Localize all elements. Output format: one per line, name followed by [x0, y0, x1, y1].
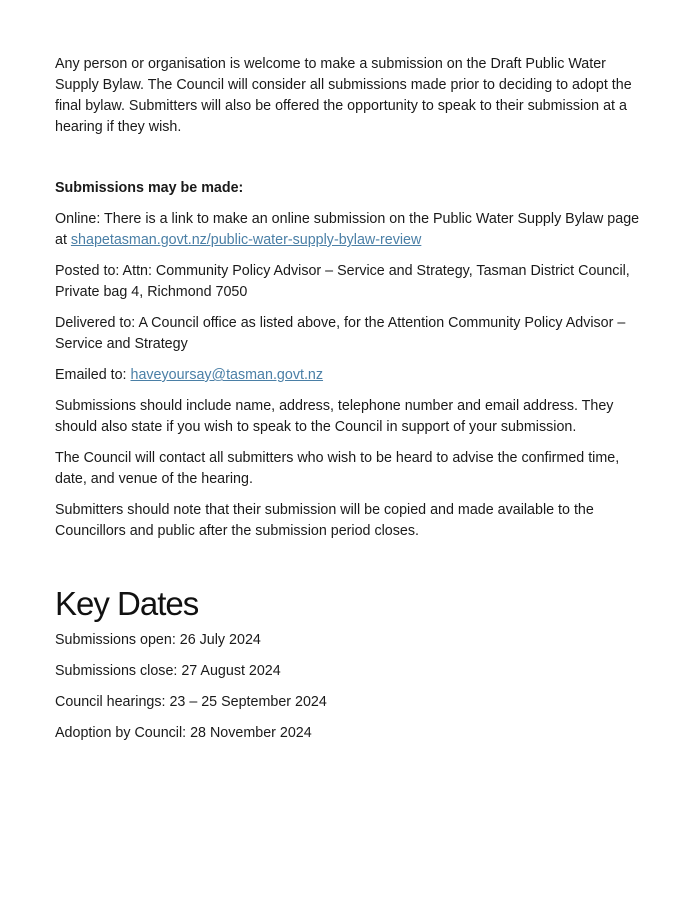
shape-tasman-link[interactable]: shapetasman.govt.nz/public-water-supply-bylaw-review — [70, 232, 422, 248]
key-date-item: Submissions open: 26 July 2024 — [55, 632, 261, 648]
email-link[interactable]: haveyoursay@tasman.govt.nz — [130, 367, 324, 383]
emailed-text: Emailed to: — [55, 367, 131, 383]
key-dates-heading: Key Dates — [55, 585, 199, 622]
delivered-paragraph: Delivered to: A Council office as listed above, for the Attention Community Policy Advisor – Service and Strategy — [55, 315, 626, 352]
posted-paragraph: Posted to: Attn: Community Policy Advisor – Service and Strategy, Tasman District Council, Private bag 4, Richmond 7050 — [55, 263, 630, 300]
online-paragraph — [55, 209, 645, 251]
online-text: Online: There is a link to make an online submission on the Public Water Supply Bylaw page at — [55, 211, 640, 248]
key-date-item: Adoption by Council: 28 November 2024 — [55, 725, 312, 741]
document-page — [55, 54, 645, 754]
section-spacer — [55, 552, 645, 584]
submissions-heading: Submissions may be made: — [55, 180, 244, 196]
emailed-paragraph — [55, 365, 645, 386]
intro-paragraph: Any person or organisation is welcome to make a submission on the Draft Public Water Supply Bylaw. The Council will consider all submissions made prior to deciding to adopt the final bylaw. Submitters will also be offered the opportunity to speak to their submission at a hearing if they wish. — [55, 56, 632, 135]
key-date-item: Submissions close: 27 August 2024 — [55, 663, 281, 679]
note-paragraph: Submitters should note that their submission will be copied and made available to the Councillors and public after the submission period closes. — [55, 502, 594, 539]
contact-paragraph: The Council will contact all submitters who wish to be heard to advise the confirmed time, date, and venue of the hearing. — [55, 450, 620, 487]
key-date-item: Council hearings: 23 – 25 September 2024 — [55, 694, 327, 710]
include-paragraph: Submissions should include name, address, telephone number and email address. They should also state if you wish to speak to the Council in support of your submission. — [55, 398, 614, 435]
